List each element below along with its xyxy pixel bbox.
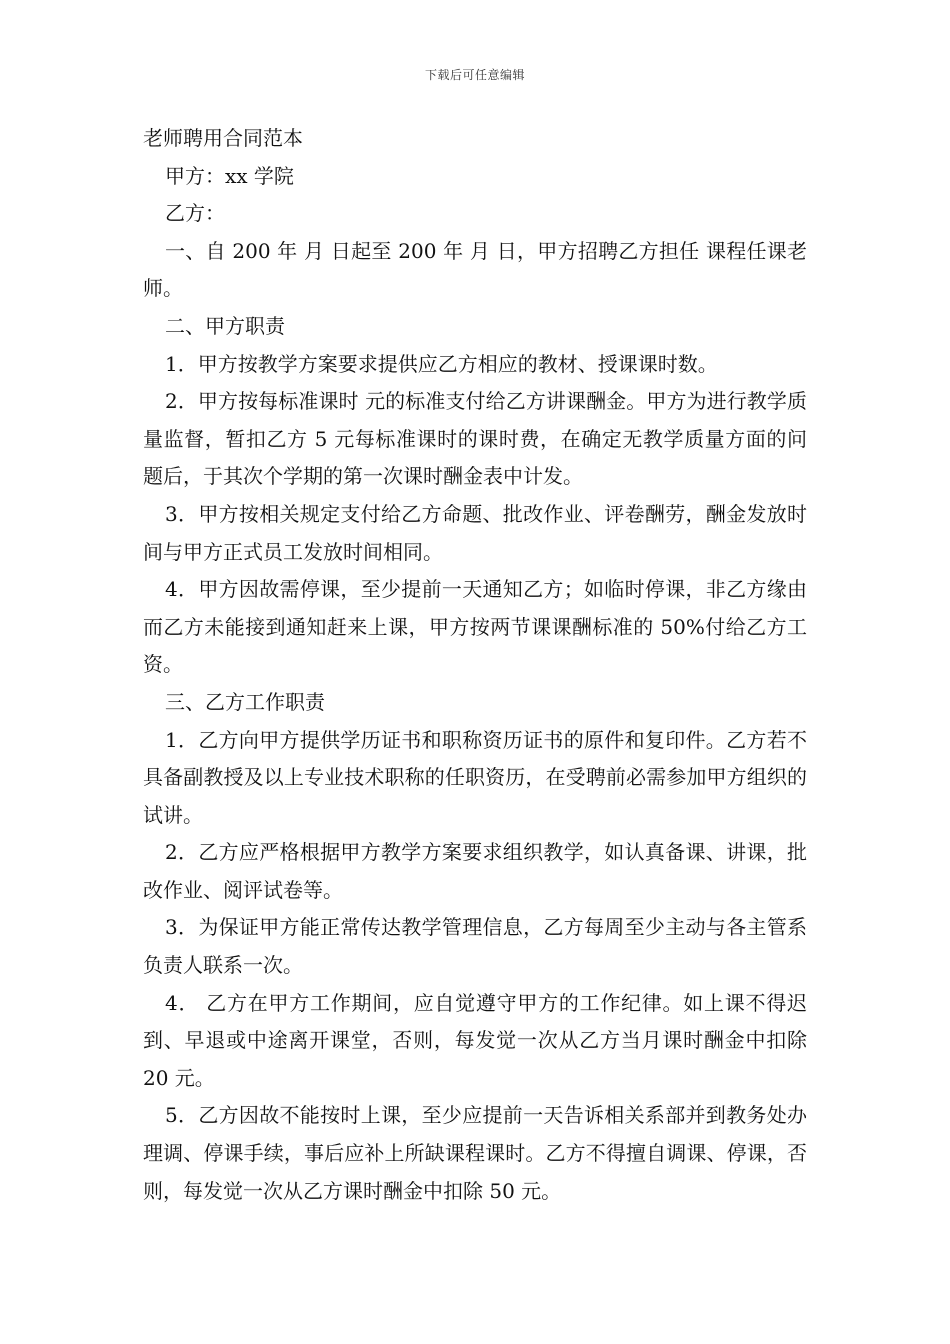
party-b-duty-1: 1．乙方向甲方提供学历证书和职称资历证书的原件和复印件。乙方若不具备副教授及以上专业技术职称的任职资历，在受聘前必需参加甲方组织的试讲。: [143, 727, 807, 827]
party-b-line: 乙方：: [165, 201, 225, 226]
party-b-duty-2: 2．乙方应严格根据甲方教学方案要求组织教学，如认真备课、讲课，批改作业、阅评试卷等。: [143, 840, 807, 902]
section-heading-party-b-duties: 三、乙方工作职责: [165, 689, 325, 714]
party-a-line: 甲方：xx 学院: [165, 163, 294, 188]
party-a-duty-2: 2．甲方按每标准课时 元的标准支付给乙方讲课酬金。甲方为进行教学质量监督，暂扣乙方 5 元每标准课时的课时费，在确定无教学质量方面的问题后，于其次个学期的第一次课时酬金表中计发。: [143, 389, 807, 489]
document-title: 老师聘用合同范本: [143, 126, 303, 150]
document-body: [143, 120, 807, 1210]
party-a-duty-1: 1．甲方按教学方案要求提供应乙方相应的教材、授课课时数。: [165, 351, 718, 376]
party-a-duty-3: 3．甲方按相关规定支付给乙方命题、批改作业、评卷酬劳，酬金发放时间与甲方正式员工发放时间相同。: [143, 501, 807, 564]
party-b-duty-4: 4． 乙方在甲方工作期间，应自觉遵守甲方的工作纪律。如上课不得迟到、早退或中途离开课堂，否则，每发觉一次从乙方当月课时酬金中扣除 20 元。: [143, 990, 807, 1090]
section-heading-party-a-duties: 二、甲方职责: [165, 313, 285, 338]
page-header-note: 下载后可任意编辑: [424, 68, 525, 82]
party-a-duty-4: 4．甲方因故需停课，至少提前一天通知乙方；如临时停课，非乙方缘由而乙方未能接到通知赶来上课，甲方按两节课课酬标准的 50%付给乙方工资。: [143, 577, 807, 677]
party-b-duty-3: 3．为保证甲方能正常传达教学管理信息，乙方每周至少主动与各主管系负责人联系一次。: [143, 915, 807, 978]
clause-1: 一、自 200 年 月 日起至 200 年 月 日，甲方招聘乙方担任 课程任课老师。: [143, 238, 807, 301]
party-b-duty-5: 5．乙方因故不能按时上课，至少应提前一天告诉相关系部并到教务处办理调、停课手续，事后应补上所缺课程课时。乙方不得擅自调课、停课，否则，每发觉一次从乙方课时酬金中扣除 50 元。: [143, 1103, 807, 1203]
